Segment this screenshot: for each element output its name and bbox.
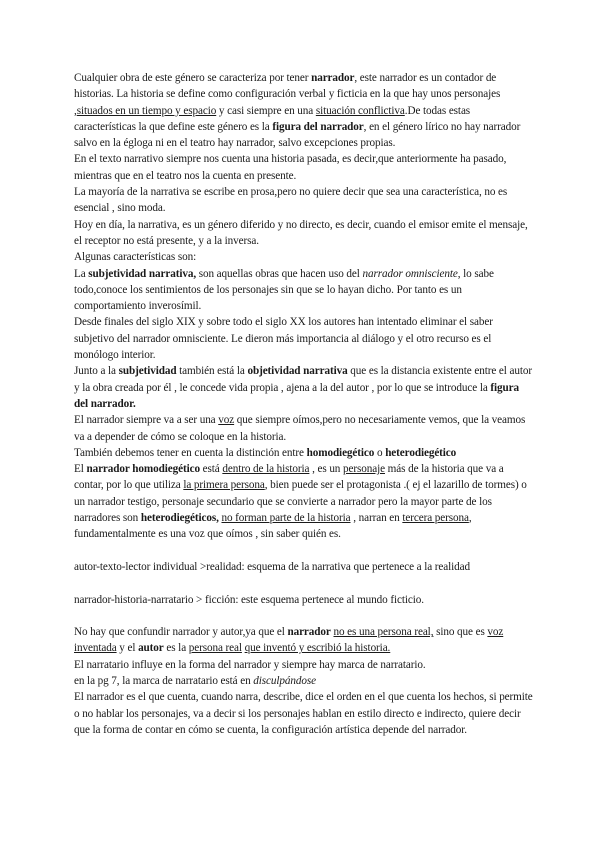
text-run: está (199, 463, 223, 476)
text-run: La (74, 267, 89, 280)
paragraph-14 (74, 624, 534, 657)
paragraph-8 (74, 363, 534, 412)
text-run: , bien puede ser el protagonista .( ej el lazarillo de tormes) o un narrador testigo, personaje secundario que se convierte a narrador pero la mayor parte de los narradores son (74, 479, 527, 525)
paragraph-10 (74, 445, 534, 461)
text-run: sino que es (433, 626, 488, 639)
bold-text: heterodiegéticos, (140, 512, 219, 525)
italic-text: disculpándose (253, 674, 316, 687)
underlined-text: voz (218, 414, 235, 427)
paragraph-11 (74, 461, 534, 542)
bold-text: narrador (287, 626, 331, 639)
text-run: El narrador siempre va a ser una (74, 414, 219, 427)
paragraph-7 (74, 314, 534, 363)
bold-text: figura del narrador. (74, 381, 520, 410)
text-run: que es la distancia existente entre el autor y la obra creada por él , le concede vida propia , ajena a la del autor , por lo que se introduce la (74, 365, 532, 394)
text-run: , en el género lírico no hay narrador salvo en la égloga ni en el teatro hay narrador, salvo excepciones propias. (74, 120, 521, 150)
underlined-text: personaje (343, 463, 385, 476)
underlined-text: persona real (188, 642, 242, 655)
paragraph-15 (74, 657, 534, 673)
text-run: El (74, 463, 87, 476)
bold-text: autor (138, 642, 164, 655)
text-run: más de la historia que va a contar, por lo que utiliza (74, 463, 504, 492)
underlined-text: dentro de la historia (222, 463, 310, 476)
bold-text: subjetividad narrativa, (88, 267, 197, 280)
text-run: Algunas características son: (74, 251, 197, 264)
text-run: también está la (176, 365, 248, 378)
text-run: El narratario influye en la forma del narrador y siempre hay marca de narratario. (74, 658, 426, 671)
text-run: , es un (309, 463, 343, 476)
underlined-text: situados en un tiempo y espacio (76, 104, 217, 117)
text-run: es la (163, 642, 189, 655)
text-run: en la pg 7, la marca de narratario está en (74, 674, 254, 687)
text-run: y casi siempre en una (216, 104, 316, 117)
paragraph-3 (74, 184, 534, 217)
text-run: .De todas estas características la que define este género es la (74, 104, 471, 133)
underlined-text: no forman parte de la historia (221, 512, 351, 525)
paragraph-4 (74, 217, 534, 250)
text-run: , este narrador es un contador de historias. La historia se define como configuración verbal y ficticia en la que hay unos personajes , (74, 72, 501, 117)
underlined-text: que inventó y escribió la historia. (244, 642, 391, 655)
bold-text: subjetividad (118, 365, 177, 378)
underlined-text: no es una persona real, (333, 626, 434, 639)
bold-text: narrador (311, 72, 355, 84)
text-run: No hay que confundir narrador y autor,ya que el (74, 626, 288, 639)
text-run: Desde finales del siglo XIX y sobre todo el siglo XX los autores han intentado eliminar el saber subjetivo del narrador omnisciente. Le dieron más importancia al diálogo y el otro recurso es el monólogo interior. (74, 316, 493, 362)
text-run: o (374, 446, 386, 459)
text-run: narrador-historia-narratario > ficción: este esquema pertenece al mundo ficticio. (74, 593, 424, 606)
paragraph-17 (74, 689, 534, 738)
text-run: Cualquier obra de este género se caracteriza por tener (74, 72, 312, 84)
bold-text: heterodiegético (385, 446, 457, 459)
text-run: Hoy en día, la narrativa, es un género diferido y no directo, es decir, cuando el emisor emite el mensaje, el receptor no está presente, y a la inversa. (74, 218, 528, 247)
bold-text: homodiegético (306, 446, 375, 459)
paragraph-9 (74, 412, 534, 445)
text-run: El narrador es el que cuenta, cuando narra, describe, dice el orden en el que cuenta los hechos, si permite o no hablar los personajes, va a decir si los personajes hablan en estilo directo e indirecto, quiere decir que la forma de contar en cómo se cuenta, la configuración artística depende del narrador. (74, 691, 533, 736)
document-body (74, 70, 534, 738)
underlined-text: voz inventada (74, 626, 504, 655)
bold-text: objetividad narrativa (247, 365, 348, 378)
paragraph-12 (74, 559, 534, 575)
underlined-text: situación conflictiva (315, 104, 405, 117)
text-run: autor-texto-lector individual >realidad: esquema de la narrativa que pertenece a la realidad (74, 560, 471, 573)
text-run: En el texto narrativo siempre nos cuenta una historia pasada, es decir,que anteriormente ha pasado, mientras que en el teatro nos la cuenta en presente. (74, 153, 507, 182)
paragraph-5 (74, 249, 534, 265)
text-run: , narran en (350, 512, 403, 525)
paragraph-6 (74, 266, 534, 315)
text-run: , lo sabe todo,conoce los sentimientos de los personajes sin que se lo hayan dicho. Por tanto es un comportamiento inverosímil. (74, 267, 494, 313)
underlined-text: tercera persona (402, 512, 469, 525)
text-run: También debemos tener en cuenta la distinción entre (74, 446, 307, 459)
paragraph-1 (74, 70, 534, 151)
underlined-text: la primera persona (183, 479, 265, 492)
text-run: La mayoría de la narrativa se escribe en prosa,pero no quiere decir que sea una característica, no es esencial , sino moda. (74, 186, 508, 215)
text-run: y el (116, 642, 139, 655)
italic-text: narrador omnisciente (362, 267, 458, 280)
text-run: que siempre oímos,pero no necesariamente vemos, que la veamos va a depender de cómo se coloque en la historia. (74, 414, 526, 443)
paragraph-2 (74, 151, 534, 184)
bold-text: figura del narrador (272, 120, 364, 133)
text-run: , fundamentalmente es una voz que oímos , sin saber quién es. (74, 512, 472, 541)
paragraph-16 (74, 673, 534, 689)
paragraph-13 (74, 592, 534, 608)
bold-text: narrador homodiegético (86, 463, 200, 476)
text-run: son aquellas obras que hacen uso del (196, 267, 363, 280)
text-run: Junto a la (74, 365, 119, 378)
